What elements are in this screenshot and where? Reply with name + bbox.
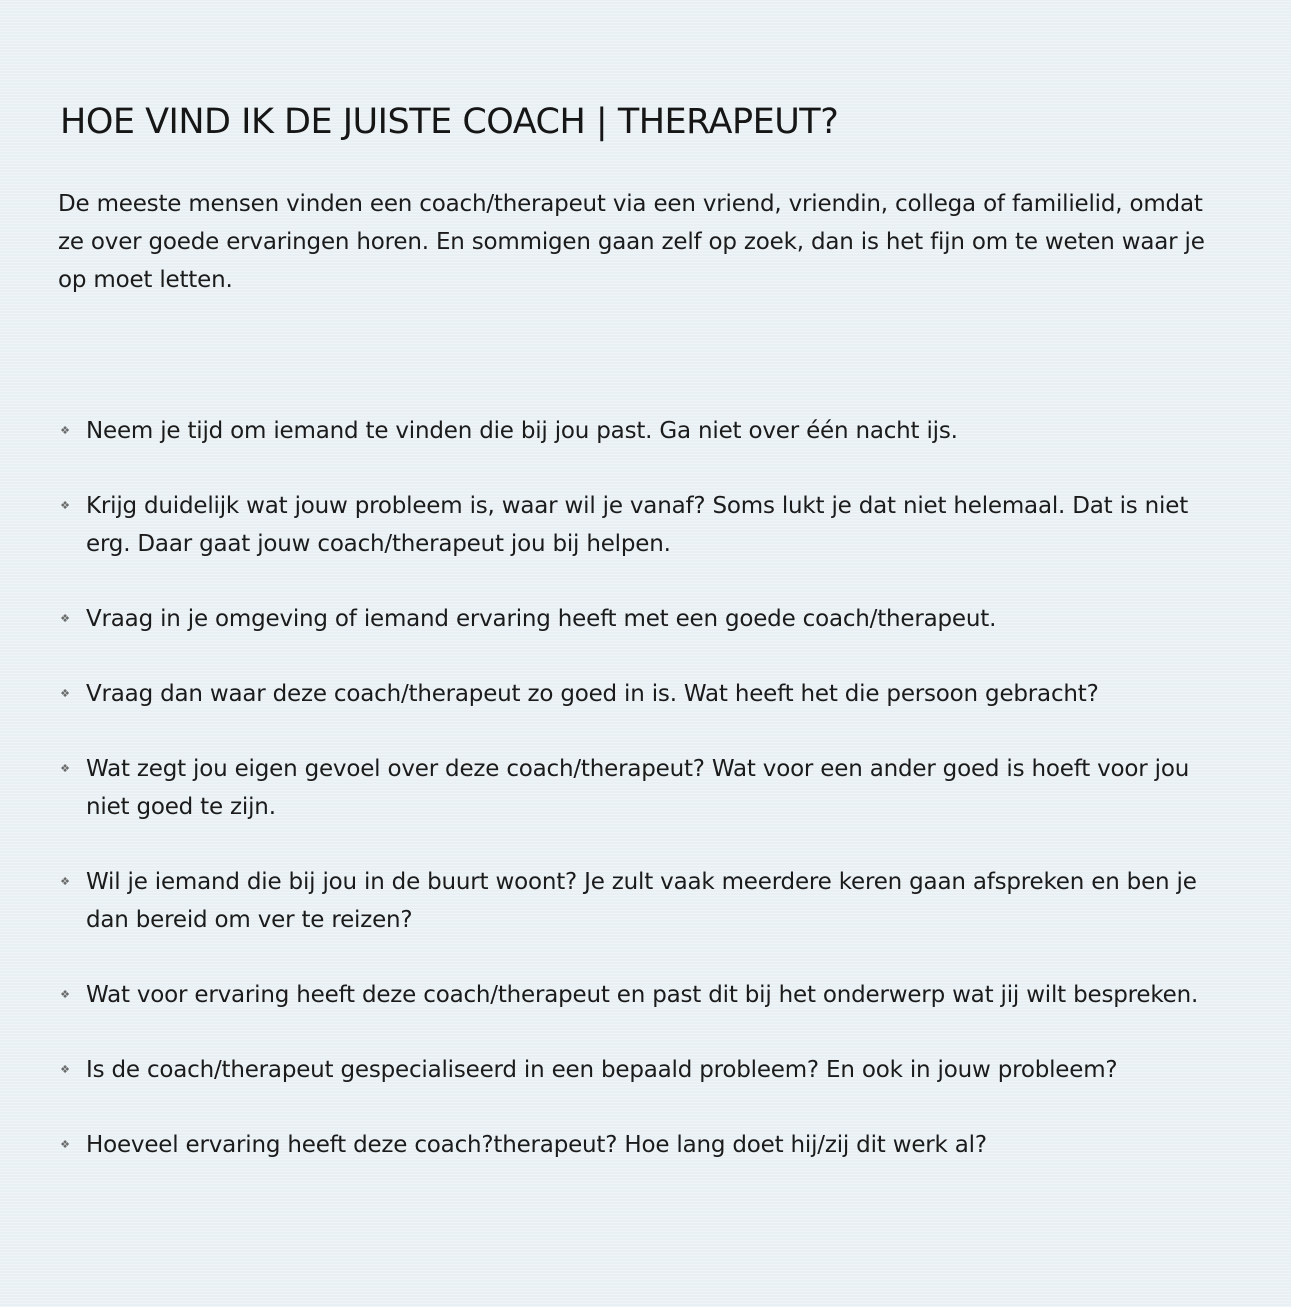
list-item-text: Wil je iemand die bij jou in de buurt woont? Je zult vaak meerdere keren gaan afspreken en ben je dan bereid om ver te reizen?: [86, 869, 1197, 933]
page-title: HOE VIND IK DE JUISTE COACH | THERAPEUT?: [60, 102, 839, 142]
list-item-text: Wat zegt jou eigen gevoel over deze coach/therapeut? Wat voor een ander goed is hoeft voor jou niet goed te zijn.: [86, 756, 1190, 820]
diamond-bullet-icon: ❖: [60, 1138, 70, 1151]
diamond-bullet-icon: ❖: [60, 499, 70, 512]
list-item: [0, 600, 1291, 638]
list-item-text: Krijg duidelijk wat jouw probleem is, waar wil je vanaf? Soms lukt je dat niet helemaal. Dat is niet erg. Daar gaat jouw coach/therapeut jou bij helpen.: [86, 493, 1189, 557]
list-item: [0, 863, 1291, 939]
list-item: [0, 976, 1291, 1014]
diamond-bullet-icon: ❖: [60, 424, 70, 437]
list-item: [0, 487, 1291, 563]
diamond-bullet-icon: ❖: [60, 612, 70, 625]
list-item: [0, 750, 1291, 826]
diamond-bullet-icon: ❖: [60, 687, 70, 700]
list-item-text: Is de coach/therapeut gespecialiseerd in een bepaald probleem? En ook in jouw probleem?: [86, 1057, 1118, 1083]
list-item-text: Neem je tijd om iemand te vinden die bij jou past. Ga niet over één nacht ijs.: [86, 418, 958, 444]
list-item: [0, 1126, 1291, 1164]
list-item: [0, 412, 1291, 450]
list-item: [0, 1051, 1291, 1089]
list-item: [0, 675, 1291, 713]
list-item-text: Hoeveel ervaring heeft deze coach?therapeut? Hoe lang doet hij/zij dit werk al?: [86, 1132, 987, 1158]
list-item-text: Vraag in je omgeving of iemand ervaring heeft met een goede coach/therapeut.: [86, 606, 997, 632]
list-item-text: Vraag dan waar deze coach/therapeut zo goed in is. Wat heeft het die persoon gebracht?: [86, 681, 1099, 707]
diamond-bullet-icon: ❖: [60, 875, 70, 888]
diamond-bullet-icon: ❖: [60, 762, 70, 775]
diamond-bullet-icon: ❖: [60, 988, 70, 1001]
tips-list: [0, 412, 1291, 1201]
list-item-text: Wat voor ervaring heeft deze coach/therapeut en past dit bij het onderwerp wat jij wilt bespreken.: [86, 982, 1199, 1008]
diamond-bullet-icon: ❖: [60, 1063, 70, 1076]
intro-paragraph: De meeste mensen vinden een coach/therapeut via een vriend, vriendin, collega of familielid, omdat ze over goede ervaringen horen. En sommigen gaan zelf op zoek, dan is het fijn om te weten waar je op moet letten.: [58, 191, 1205, 293]
